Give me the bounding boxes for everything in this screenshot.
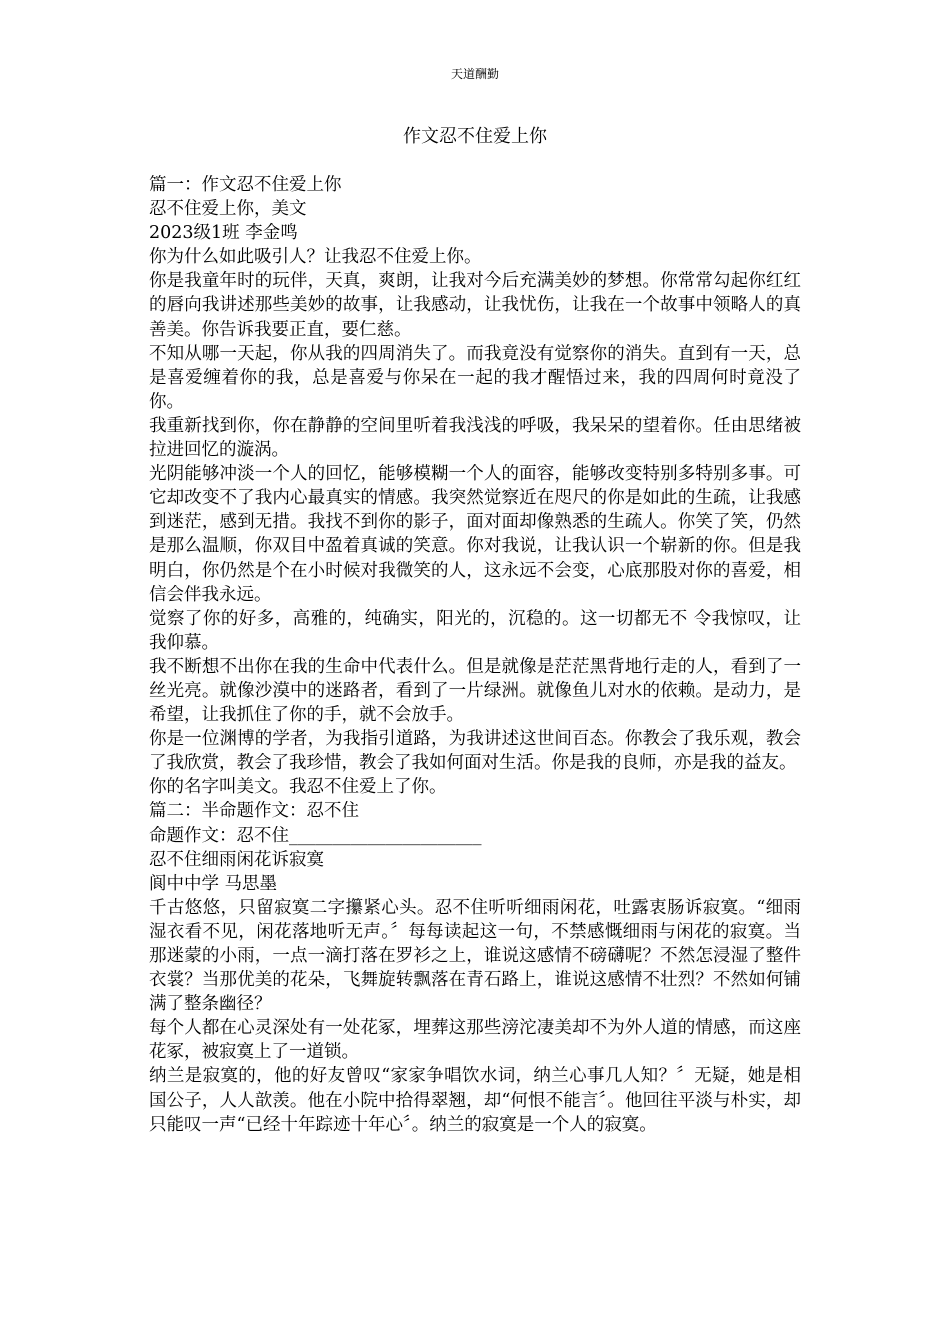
section-heading-2: 篇二：半命题作文：忍不住	[149, 801, 359, 822]
prompt-line: 命题作文：忍不住______________________	[149, 825, 482, 846]
paragraph: 觉察了你的好多，高雅的，纯确实，阳光的，沉稳的。这一切都无不 令我惊叹，让我仰慕。	[149, 608, 801, 653]
essay-title-1: 忍不住爱上你，美文	[149, 199, 307, 220]
page-header: 天道酬勤	[450, 67, 499, 81]
paragraph: 每个人都在心灵深处有一处花冢，埋葬这那些滂沱凄美却不为外人道的情感，而这座花冢，被寂寞上了一道锁。	[149, 1018, 801, 1063]
paragraph: 纳兰是寂寞的，他的好友曾叹“家家争唱饮水词，纳兰心事几人知？〞无疑，她是相国公子，人人歆羡。他在小院中拾得翠翘，却“何恨不能言〞。他回往平淡与朴实，却只能叹一声“已经十年踪迹十年心〞。纳兰的寂寞是一个人的寂寞。	[149, 1066, 801, 1135]
paragraph: 光阴能够冲淡一个人的回忆，能够模糊一个人的面容，能够改变特别多特别多事。可它却改变不了我内心最真实的情感。我突然觉察近在咫尺的你是如此的生疏，让我感到迷茫，感到无措。我找不到你的影子，面对面却像熟悉的生疏人。你笑了笑，仍然是那么温顺，你双目中盈着真诚的笑意。你对我说，让我认识一个崭新的你。但是我明白，你仍然是个在小时候对我微笑的人，这永远不会变，心底那股对你的喜爱，相信会伴我永远。	[149, 464, 801, 605]
essay-title-2: 忍不住细雨闲花诉寂寞	[149, 849, 324, 870]
paragraph: 我重新找到你，你在静静的空间里听着我浅浅的呼吸，我呆呆的望着你。任由思绪被拉进回忆的漩涡。	[149, 415, 801, 461]
author-line-1: 2023级1班 李金鸣	[149, 223, 298, 244]
paragraph: 你是我童年时的玩伴，天真，爽朗，让我对今后充满美妙的梦想。你常常勾起你红红的唇向我讲述那些美妙的故事，让我感动，让我忧伤，让我在一个故事中领略人的真善美。你告诉我要正直，要仁慈。	[149, 271, 801, 340]
paragraph: 你为什么如此吸引人？让我忍不住爱上你。	[149, 247, 482, 268]
paragraph: 不知从哪一天起，你从我的四周消失了。而我竟没有觉察你的消失。直到有一天，总是喜爱缠着你的我，总是喜爱与你呆在一起的我才醒悟过来，我的四周何时竟没了你。	[149, 343, 801, 412]
paragraph: 你的名字叫美文。我忍不住爱上了你。	[149, 777, 447, 798]
author-line-2: 阆中中学 马思墨	[149, 873, 278, 894]
paragraph: 我不断想不出你在我的生命中代表什么。但是就像是茫茫黑背地行走的人，看到了一丝光亮。就像沙漠中的迷路者，看到了一片绿洲。就像鱼儿对水的依赖。是动力，是希望，让我抓住了你的手，就不会放手。	[149, 656, 801, 726]
document-body	[149, 173, 801, 1137]
paragraph: 千古悠悠，只留寂寞二字攥紧心头。忍不住听听细雨闲花，吐露衷肠诉寂寞。“细雨湿衣看不见，闲花落地听无声。〞每每读起这一句，不禁感慨细雨与闲花的寂寞。当那迷蒙的小雨，一点一滴打落在罗衫之上，谁说这感情不磅礴呢？不然怎浸湿了整件衣裳？当那优美的花朵，飞舞旋转飘落在青石路上，谁说这感情不壮烈？不然如何铺满了整条幽径？	[149, 897, 801, 1015]
paragraph: 你是一位渊博的学者，为我指引道路，为我讲述这世间百态。你教会了我乐观，教会了我欣赏，教会了我珍惜，教会了我如何面对生活。你是我的良师，亦是我的益友。	[149, 729, 801, 774]
document-title: 作文忍不住爱上你	[403, 126, 547, 147]
section-heading-1: 篇一：作文忍不住爱上你	[149, 175, 342, 195]
